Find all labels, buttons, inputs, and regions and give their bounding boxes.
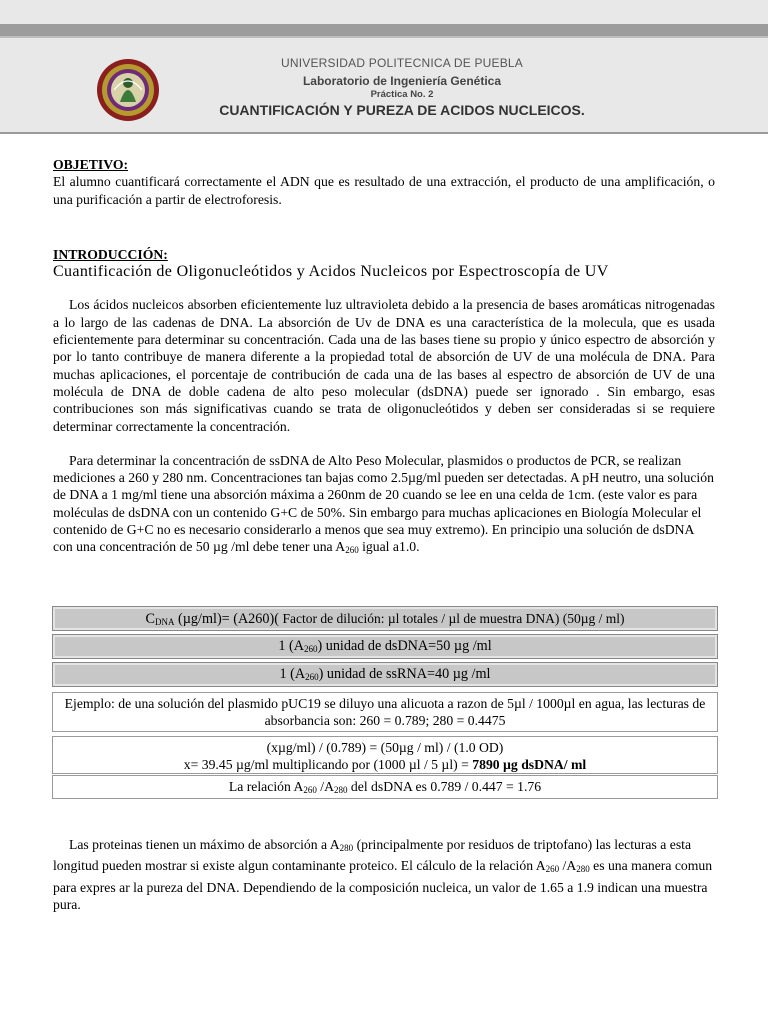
objetivo-text: El alumno cuantificará correctamente el ADN que es resultado de una extracción, el producto de una amplificación, o una purificación a partir de electroforesis. [53, 174, 715, 207]
dsdna-unit-subscript: 260 [303, 644, 318, 654]
practice-number: Práctica No. 2 [370, 89, 434, 100]
document-title: CUANTIFICACIÓN Y PUREZA DE ACIDOS NUCLEICOS. [219, 102, 585, 118]
final-text-4: es una manera comun para expres ar la pureza del DNA. Dependiendo de la composición nucleica, un valor de 1.65 a 1.9 indican una muestra pura. [53, 858, 713, 912]
header-divider [0, 36, 768, 38]
header-top-bar [0, 24, 768, 36]
formula-c-subscript: DNA [154, 617, 175, 627]
lab-name: Laboratorio de Ingeniería Genética [302, 74, 502, 88]
page-header [0, 0, 768, 134]
formula-part-b: (µg/ml)= (A260)( [174, 611, 283, 627]
intro-paragraph-2-text: Para determinar la concentración de ssDNA de Alto Peso Molecular, plasmidos o productos de PCR, se realizan mediciones a 260 y 280 nm. Concentraciones tan bajas como 2.5µg/ml pueden ser detectadas. A pH neutro, una solución de DNA a 1 mg/ml tiene una absorción máxima a 260nm de 20 cuando se lee en una celda de 1cm. (este valor es para moléculas de dsDNA con un contenido G+C de 50%. Sin embargo para muchas aplicaciones en Biología Molecular el contenido de G+C no es necesario considerarlo a menos que sea muy extremo). En principio una solución de dsDNA con una concentración de 50 µg /ml debe tener una [53, 452, 714, 555]
ssrna-unit-a: 1 (A [279, 666, 306, 682]
ssrna-unit-subscript: 260 [305, 672, 319, 682]
final-text-3: /A [559, 858, 577, 874]
university-name: UNIVERSIDAD POLITECNICA DE PUEBLA [281, 56, 523, 70]
a260-label [335, 539, 419, 554]
a260-suffix: igual a1.0. [358, 539, 420, 555]
intro-paragraph-1: Los ácidos nucleicos absorben eficientemente luz ultravioleta debido a la presencia de bases aromáticas nitrogenadas a lo largo de las cadenas de DNA. La absorción de Uv de DNA es una característica de la molecula, que es usada eficientemente para determinar su concentración. Cada una de las bases tiene su propio y único espectro de absorción y por lo tanto contribuye de manera diferente a la propiedad total de absorción de UV de una molécula de DNA. Para muchas aplicaciones, el porcentaje de contribución de cada una de las bases al espectro de absorción de UV de una molécula de DNA de doble cadena de alto peso molecular (dsDNA) puede ser ignorado . Sin embargo, esas contribuciones son más significativas cuando se trata de oligonucleótidos y deben ser consideradas si se requiere determinar correctamente la concentración. [53, 297, 715, 434]
calculation-line-2-text: x= 39.45 µg/ml multiplicando por (1000 µl / 5 µl) = [183, 757, 473, 772]
ssrna-unit-b: ) unidad de ssRNA=40 µg /ml [318, 666, 491, 682]
ratio-subscript-260: 260 [303, 785, 317, 795]
ratio-subscript-280: 280 [333, 785, 348, 795]
ratio-text-c: del dsDNA es 0.789 / 0.447 = 1.76 [347, 779, 542, 794]
dsdna-unit-b: ) unidad de dsDNA=50 µg /ml [317, 638, 492, 654]
main-content [53, 156, 715, 560]
calculation-result: 7890 µg dsDNA/ ml [472, 757, 587, 772]
formula-row [52, 606, 718, 631]
formula-c: C [145, 611, 155, 627]
final-subscript-3: 280 [576, 864, 590, 875]
a260-subscript: 260 [345, 545, 359, 556]
ratio-box [52, 775, 718, 799]
intro-paragraph-2 [53, 452, 715, 560]
dsdna-unit-row [52, 634, 718, 659]
introduccion-subtitle: Cuantificación de Oligonucleótidos y Acidos Nucleicos por Espectroscopía de UV [53, 263, 609, 281]
final-subscript-1: 280 [339, 843, 354, 853]
calculation-box [52, 736, 718, 774]
formula-part-c: Factor de dilución: µl totales / µl de muestra DNA) (50µg / ml) [282, 611, 625, 626]
example-box [52, 692, 718, 732]
objetivo-heading: OBJETIVO: [53, 157, 129, 172]
introduccion-heading: INTRODUCCIÓN: [53, 246, 168, 262]
dsdna-unit-a: 1 (A [278, 638, 304, 654]
a-letter: A [335, 539, 346, 555]
ratio-text-b: /A [316, 779, 334, 794]
final-text-1: Las proteinas tienen un máximo de absorción a A [69, 837, 340, 852]
ssrna-unit-row [52, 662, 718, 687]
final-paragraph [53, 836, 715, 913]
ratio-text-a: La relación A [228, 779, 304, 794]
calculation-line-2 [53, 756, 717, 773]
example-text: Ejemplo: de una solución del plasmido pUC19 se diluyo una alicuota a razon de 5µl / 1000µl en agua, las lecturas de absorbancia son: 260 = 0.789; 280 = 0.4475 [64, 696, 706, 728]
calculation-line-1: (xµg/ml) / (0.789) = (50µg / ml) / (1.0 OD) [266, 740, 504, 755]
final-subscript-2: 260 [545, 864, 560, 875]
final-text-2: (principalmente por residuos de triptofano) las lecturas a esta longitud pueden mostrar si existe algun contaminante proteico. El cálculo de la relación A [53, 837, 692, 874]
